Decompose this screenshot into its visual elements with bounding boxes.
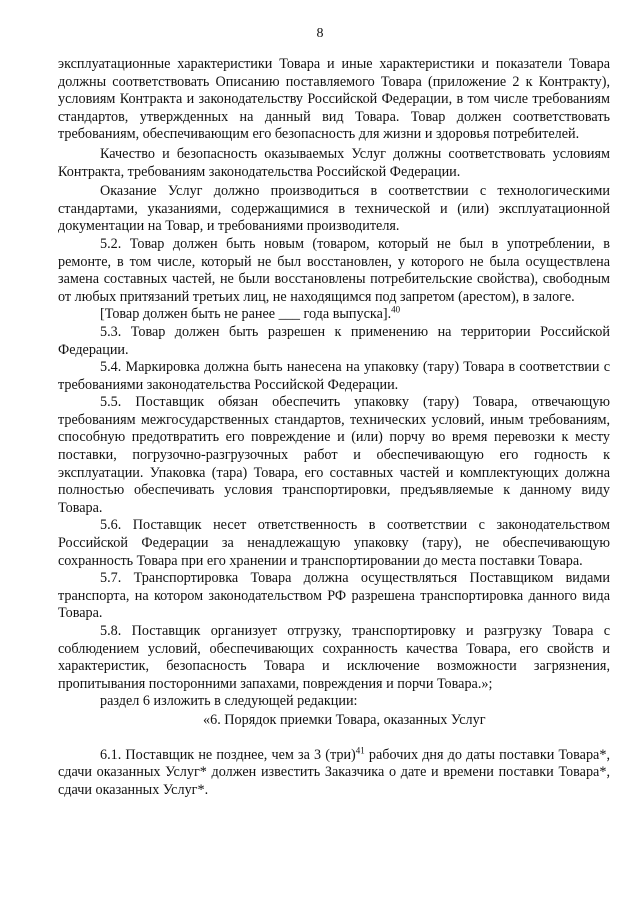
footnote-ref-41: 41 [355, 744, 365, 755]
document-body [58, 56, 610, 799]
page-number: 8 [316, 26, 324, 41]
paragraph-6-1-start: 6.1. Поставщик не позднее, чем за 3 (три) [100, 746, 356, 763]
paragraph-5-8: 5.8. Поставщик организует отгрузку, транспортировку и разгрузку Товара с соблюдением условий, обеспечивающих сохранность качества Товара, его свойств и характеристик, безопасность Товара и исключение возможности загрязнения, пропитывания посторонними запахами, повреждения и порчи Товара.»; [58, 623, 610, 692]
paragraph-5-4: 5.4. Маркировка должна быть нанесена на упаковку (тару) Товара в соответствии с требованиями законодательства Российской Федерации. [58, 359, 610, 393]
paragraph-continuation: эксплуатационные характеристики Товара и иные характеристики и показатели Товара должны соответствовать Описанию поставляемого Товара (приложение 2 к Контракту), условиям Контракта и законодательству Российской Федерации, в том числе требованиям стандартов, утвержденных на данный вид Товара. Товар должен соответствовать требованиям, обеспечивающим его безопасность для жизни и здоровья потребителей. [58, 56, 610, 143]
paragraph-year-of-manufacture [58, 306, 610, 324]
year-text: [Товар должен быть не ранее ___ года выпуска]. [100, 306, 392, 323]
paragraph-6-1 [58, 744, 610, 800]
paragraph-section-6-intro: раздел 6 изложить в следующей редакции: [100, 693, 358, 710]
footnote-ref-40: 40 [391, 304, 401, 315]
paragraph-service-quality: Качество и безопасность оказываемых Услуг должны соответствовать условиям Контракта, требованиям законодательства Российской Федерации. [58, 145, 610, 180]
paragraph-5-7: 5.7. Транспортировка Товара должна осуществляться Поставщиком видами транспорта, на котором законодательством РФ разрешена транспортировка данного вида Товара. [58, 570, 610, 622]
paragraph-6-1-end: рабочих дня до даты поставки Товара*, сдачи оказанных Услуг* должен известить Заказчика о дате и времени поставки Товара*, сдачи оказанных Услуг*. [58, 746, 610, 798]
paragraph-5-5: 5.5. Поставщик обязан обеспечить упаковку (тару) Товара, отвечающую требованиям межгосударственных стандартов, технических условий, иным требованиям, способную предотвратить его повреждение и (или) порчу во время перевозки к месту поставки, погрузочно-разгрузочных работ и обеспечивающую его годность к эксплуатации. Упаковка (тара) Товара, его составных частей и комплектующих должна полностью обеспечивать условия транспортировки, предъявляемые к данному виду Товара. [58, 394, 610, 516]
paragraph-5-3: 5.3. Товар должен быть разрешен к применению на территории Российской Федерации. [58, 323, 610, 358]
paragraph-service-standards: Оказание Услуг должно производиться в соответствии с технологическими стандартами, указаниями, содержащимися в технической и (или) эксплуатационной документации на Товар, и требованиями производителя. [58, 183, 610, 235]
section-6-heading: «6. Порядок приемки Товара, оказанных Услуг [203, 711, 486, 728]
paragraph-5-2: 5.2. Товар должен быть новым (товаром, который не был в употреблении, в ремонте, в том числе, который не был восстановлен, у которого не была осуществлена замена составных частей, не были восстановлены потребительские свойства), свободным от любых притязаний третьих лиц, не находящимся под запретом (арестом), в залоге. [58, 235, 610, 305]
paragraph-5-6: 5.6. Поставщик несет ответственность в соответствии с законодательством Российской Федерации за ненадлежащую упаковку (тару), не обеспечивающую сохранность Товара при его хранении и транспортировании до места поставки Товара. [58, 517, 610, 569]
